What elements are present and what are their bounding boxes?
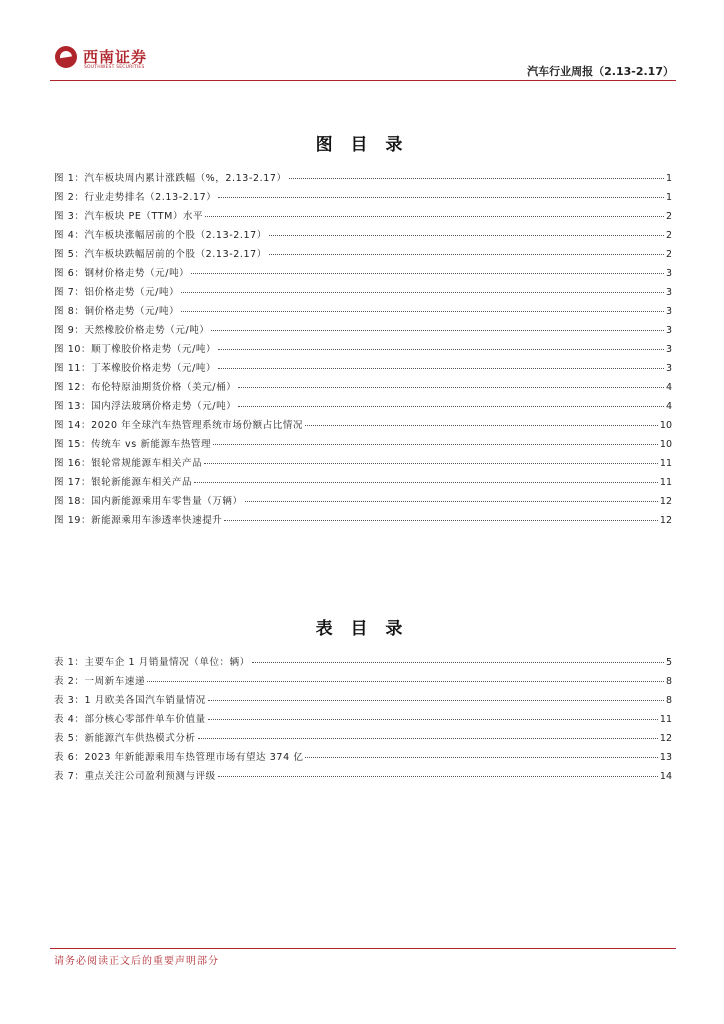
figure-toc-entry[interactable] <box>54 284 672 303</box>
toc-leader-dots <box>252 662 664 663</box>
toc-entry-label: 图 3：汽车板块 PE（TTM）水平 <box>54 211 204 222</box>
toc-entry-page: 10 <box>659 439 672 450</box>
toc-entry-label: 图 1：汽车板块周内累计涨跌幅（%，2.13-2.17） <box>54 173 287 184</box>
figure-toc-entry[interactable] <box>54 246 672 265</box>
toc-entry-page: 3 <box>665 344 672 355</box>
toc-entry-page: 11 <box>659 714 672 725</box>
toc-entry-label: 图 8：铜价格走势（元/吨） <box>54 306 180 317</box>
figure-toc-entry[interactable] <box>54 303 672 322</box>
toc-entry-label: 图 12：布伦特原油期货价格（美元/桶） <box>54 382 237 393</box>
toc-entry-page: 8 <box>665 695 672 706</box>
figure-toc-entry[interactable] <box>54 170 672 189</box>
toc-entry-page: 10 <box>659 420 672 431</box>
toc-leader-dots <box>245 501 658 502</box>
figures-toc-title: 图 目 录 <box>315 135 409 155</box>
toc-leader-dots <box>181 311 664 312</box>
figure-toc-entry[interactable] <box>54 436 672 455</box>
toc-leader-dots <box>213 444 658 445</box>
toc-leader-dots <box>211 330 663 331</box>
figures-toc <box>54 170 672 531</box>
toc-entry-page: 12 <box>659 496 672 507</box>
toc-entry-label: 图 19：新能源乘用车渗透率快速提升 <box>54 515 223 526</box>
toc-leader-dots <box>305 757 657 758</box>
figure-toc-entry[interactable] <box>54 493 672 512</box>
toc-entry-page: 12 <box>659 515 672 526</box>
figure-toc-entry[interactable] <box>54 189 672 208</box>
table-toc-entry[interactable] <box>54 654 672 673</box>
toc-entry-page: 5 <box>665 657 672 668</box>
toc-leader-dots <box>289 178 664 179</box>
figure-toc-entry[interactable] <box>54 341 672 360</box>
tables-toc <box>54 654 672 787</box>
table-toc-entry[interactable] <box>54 730 672 749</box>
toc-entry-page: 3 <box>665 268 672 279</box>
toc-entry-label: 图 15：传统车 vs 新能源车热管理 <box>54 439 212 450</box>
toc-entry-label: 表 3：1 月欧美各国汽车销量情况 <box>54 695 206 706</box>
toc-entry-label: 图 18：国内新能源乘用车零售量（万辆） <box>54 496 243 507</box>
toc-entry-page: 2 <box>665 211 672 222</box>
page-header <box>0 0 724 82</box>
table-toc-entry[interactable] <box>54 749 672 768</box>
toc-entry-page: 11 <box>659 458 672 469</box>
toc-entry-label: 图 5：汽车板块跌幅居前的个股（2.13-2.17） <box>54 249 267 260</box>
toc-leader-dots <box>218 776 658 777</box>
figure-toc-entry[interactable] <box>54 322 672 341</box>
toc-leader-dots <box>181 292 664 293</box>
toc-entry-label: 表 6：2023 年新能源乘用车热管理市场有望达 374 亿 <box>54 752 304 763</box>
company-logo <box>50 45 160 75</box>
toc-entry-page: 14 <box>659 771 672 782</box>
toc-leader-dots <box>238 387 664 388</box>
logo-chinese-name: 西南证券 <box>83 48 148 66</box>
toc-entry-label: 图 4：汽车板块涨幅居前的个股（2.13-2.17） <box>54 230 267 241</box>
toc-leader-dots <box>269 235 664 236</box>
toc-entry-page: 3 <box>665 325 672 336</box>
toc-leader-dots <box>218 349 664 350</box>
toc-entry-page: 3 <box>665 363 672 374</box>
toc-entry-page: 1 <box>665 192 672 203</box>
toc-leader-dots <box>218 368 664 369</box>
toc-entry-page: 13 <box>659 752 672 763</box>
toc-entry-page: 8 <box>665 676 672 687</box>
toc-entry-label: 图 11：丁苯橡胶价格走势（元/吨） <box>54 363 217 374</box>
toc-leader-dots <box>198 738 658 739</box>
figure-toc-entry[interactable] <box>54 474 672 493</box>
toc-entry-label: 图 17：银轮新能源车相关产品 <box>54 477 193 488</box>
toc-entry-label: 图 14：2020 年全球汽车热管理系统市场份额占比情况 <box>54 420 304 431</box>
figure-toc-entry[interactable] <box>54 208 672 227</box>
figure-toc-entry[interactable] <box>54 512 672 531</box>
toc-entry-page: 2 <box>665 230 672 241</box>
tables-toc-title: 表 目 录 <box>315 619 409 639</box>
toc-leader-dots <box>194 482 658 483</box>
toc-entry-page: 12 <box>659 733 672 744</box>
toc-leader-dots <box>218 197 664 198</box>
toc-entry-label: 表 1：主要车企 1 月销量情况（单位：辆） <box>54 657 250 668</box>
toc-leader-dots <box>224 520 657 521</box>
figure-toc-entry[interactable] <box>54 227 672 246</box>
toc-entry-label: 图 9：天然橡胶价格走势（元/吨） <box>54 325 210 336</box>
figure-toc-entry[interactable] <box>54 455 672 474</box>
toc-entry-label: 图 2：行业走势排名（2.13-2.17） <box>54 192 217 203</box>
toc-entry-page: 3 <box>665 306 672 317</box>
toc-leader-dots <box>147 681 664 682</box>
toc-entry-page: 4 <box>665 401 672 412</box>
toc-entry-label: 图 10：顺丁橡胶价格走势（元/吨） <box>54 344 217 355</box>
table-toc-entry[interactable] <box>54 768 672 787</box>
footer-divider <box>50 948 676 949</box>
toc-leader-dots <box>204 463 658 464</box>
figure-toc-entry[interactable] <box>54 417 672 436</box>
figure-toc-entry[interactable] <box>54 398 672 417</box>
toc-entry-page: 1 <box>665 173 672 184</box>
toc-entry-label: 表 7：重点关注公司盈利预测与评级 <box>54 771 216 782</box>
footer-notice: 请务必阅读正文后的重要声明部分 <box>54 956 219 967</box>
toc-leader-dots <box>205 216 664 217</box>
table-toc-entry[interactable] <box>54 692 672 711</box>
table-toc-entry[interactable] <box>54 711 672 730</box>
toc-entry-label: 图 6：钢材价格走势（元/吨） <box>54 268 190 279</box>
toc-entry-label: 表 2：一周新车速递 <box>54 676 146 687</box>
header-divider <box>50 80 676 81</box>
table-toc-entry[interactable] <box>54 673 672 692</box>
toc-entry-label: 图 16：银轮常规能源车相关产品 <box>54 458 203 469</box>
toc-leader-dots <box>238 406 664 407</box>
toc-entry-label: 图 13：国内浮法玻璃价格走势（元/吨） <box>54 401 237 412</box>
toc-leader-dots <box>208 719 658 720</box>
toc-entry-page: 11 <box>659 477 672 488</box>
toc-entry-page: 2 <box>665 249 672 260</box>
figure-toc-entry[interactable] <box>54 379 672 398</box>
toc-leader-dots <box>269 254 664 255</box>
figure-toc-entry[interactable] <box>54 360 672 379</box>
toc-leader-dots <box>191 273 664 274</box>
logo-emblem-icon <box>55 46 77 68</box>
figure-toc-entry[interactable] <box>54 265 672 284</box>
toc-entry-label: 表 5：新能源汽车供热模式分析 <box>54 733 196 744</box>
toc-leader-dots <box>305 425 658 426</box>
toc-entry-label: 图 7：铝价格走势（元/吨） <box>54 287 180 298</box>
toc-entry-page: 4 <box>665 382 672 393</box>
toc-leader-dots <box>208 700 664 701</box>
logo-english-name: SOUTHWEST SECURITIES <box>84 65 145 70</box>
report-title: 汽车行业周报（2.13-2.17） <box>527 65 674 78</box>
toc-entry-page: 3 <box>665 287 672 298</box>
toc-entry-label: 表 4：部分核心零部件单车价值量 <box>54 714 206 725</box>
